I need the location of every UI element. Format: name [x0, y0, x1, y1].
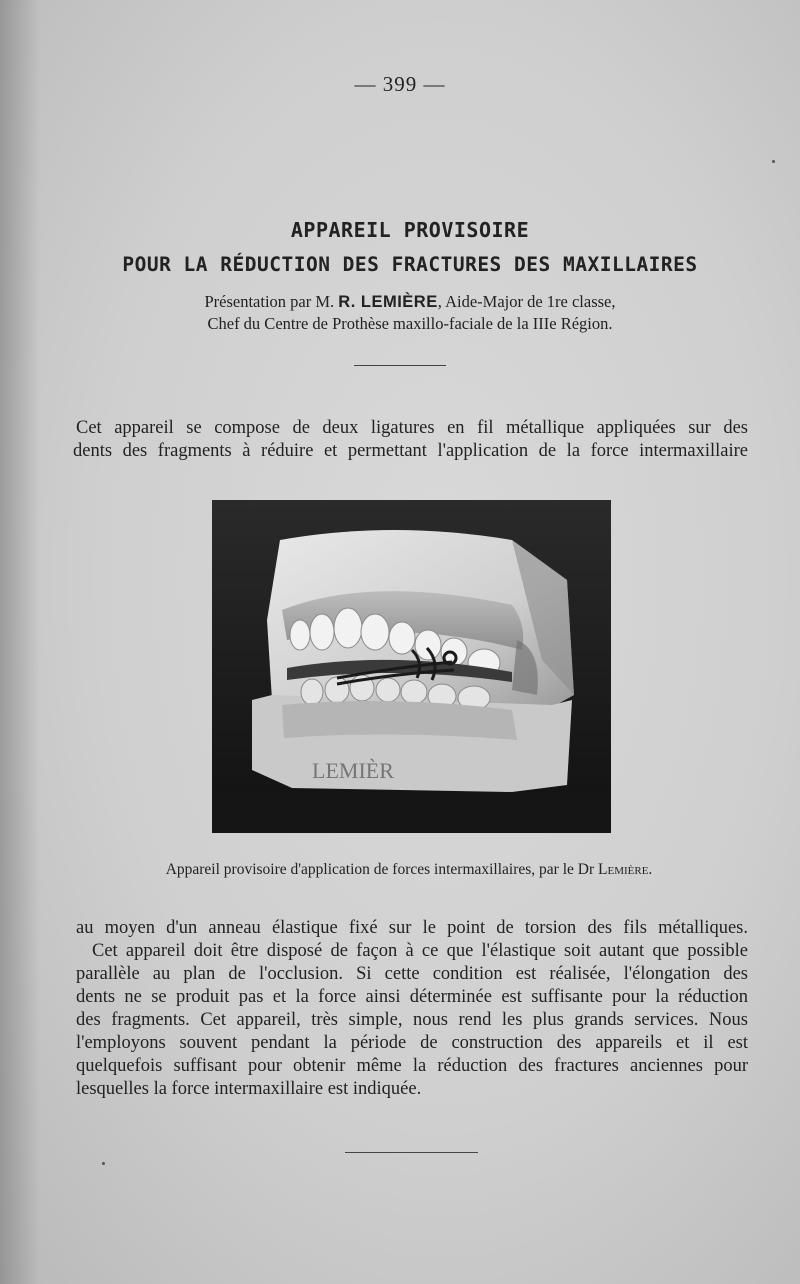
- page-edge-shadow: [0, 0, 40, 1284]
- intro-line-2: dents des fragments à réduire et permettant l'application de la force intermaxillaire: [73, 441, 748, 461]
- caption-author-name: Lemière.: [598, 861, 653, 878]
- cast-engraving: LEMIÈR: [312, 758, 394, 783]
- paper-speck: [772, 160, 775, 163]
- body-line-6: l'employons souvent pendant la période de construction des appareils et il est: [76, 1033, 748, 1053]
- section-divider-top: [354, 365, 446, 366]
- figure-caption: [0, 861, 800, 879]
- paper-speck: [102, 1162, 105, 1165]
- body-line-3: parallèle au plan de l'occlusion. Si cette condition est réalisée, l'élongation des: [76, 964, 748, 984]
- body-line-5: des fragments. Cet appareil, très simple, nous rend les plus grands services. Nous: [76, 1010, 748, 1030]
- byline-line-1: [0, 292, 800, 312]
- author-name: R. LEMIÈRE: [338, 293, 438, 311]
- page-number: — 399 —: [354, 72, 446, 96]
- body-line-8: lesquelles la force intermaxillaire est indiquée.: [76, 1079, 422, 1099]
- byline-suffix: , Aide-Major de 1re classe,: [437, 292, 616, 311]
- body-line-2: Cet appareil doit être disposé de façon à ce que l'élastique soit autant que possible: [92, 941, 748, 961]
- dental-cast-illustration: [212, 500, 611, 833]
- caption-text: Appareil provisoire d'application de forces intermaxillaires, par le Dr: [165, 861, 599, 878]
- byline-prefix: Présentation par M.: [204, 292, 339, 311]
- byline-line-2: Chef du Centre de Prothèse maxillo-faciale de la IIIe Région.: [207, 314, 613, 333]
- body-line-7: quelquefois suffisant pour obtenir même la réduction des fractures anciennes pour: [76, 1056, 748, 1076]
- article-title-line-1: APPAREIL PROVISOIRE: [290, 218, 530, 242]
- body-line-4: dents ne se produit pas et la force ainsi déterminée est suffisante pour la réduction: [76, 987, 748, 1007]
- body-line-1: au moyen d'un anneau élastique fixé sur le point de torsion des fils métalliques.: [76, 918, 748, 938]
- dental-cast-photo: [212, 500, 611, 833]
- article-title-line-2: POUR LA RÉDUCTION DES FRACTURES DES MAXILLAIRES: [122, 253, 698, 276]
- intro-line-1: Cet appareil se compose de deux ligatures en fil métallique appliquées sur des: [76, 418, 748, 438]
- section-divider-bottom: [345, 1152, 478, 1153]
